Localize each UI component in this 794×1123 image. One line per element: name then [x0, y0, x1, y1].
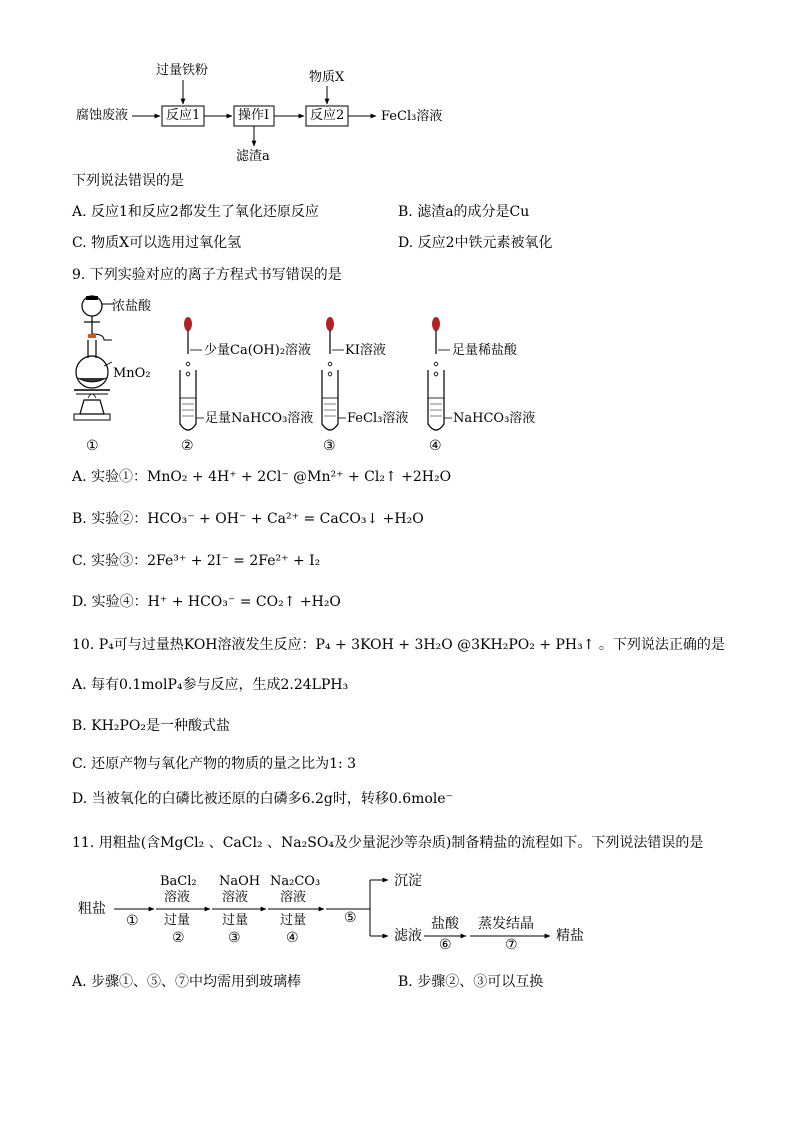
q10-stem: 10. P₄可与过量热KOH溶液发生反应：P₄ + 3KOH + 3H₂O @3KH₂PO₂ + PH₃↑ 。下列说法正确的是: [72, 637, 725, 653]
apparatus-number-3: ③: [323, 438, 336, 454]
flow2-naoh-solution: 溶液: [222, 890, 249, 905]
flow1-reagent-iron: 过量铁粉: [156, 63, 209, 78]
q9-option-a-equation: MnO₂ + 4H⁺ + 2Cl⁻ @Mn²⁺ + Cl₂↑ +2H₂O: [147, 469, 452, 485]
q9-option-b-label: B. 实验②：: [72, 511, 148, 527]
q9-option-d: [72, 593, 341, 611]
apparatus-number-4: ④: [429, 438, 442, 454]
tube-2-drawing: [180, 317, 204, 430]
q9-stem: 9. 下列实验对应的离子方程式书写错误的是: [72, 267, 342, 283]
q9-option-a-label: A. 实验①：: [72, 469, 148, 485]
flow2-na2co3-excess: 过量: [280, 913, 307, 928]
flow1-box-reaction1: 反应1: [166, 108, 201, 123]
q9-option-b-equation: HCO₃⁻ + OH⁻ + Ca²⁺ = CaCO₃↓ +H₂O: [147, 511, 424, 527]
tube3-label-bottom: FeCl₃溶液: [347, 411, 409, 426]
q11-option-a: A. 步骤①、⑤、⑦中均需用到玻璃棒: [72, 974, 302, 990]
q9-option-c-label: C. 实验③：: [72, 553, 148, 569]
q11-option-b: B. 步骤②、③可以互换: [398, 974, 544, 990]
flow2-step7: ⑦: [505, 937, 518, 953]
flow2-crude-salt: 粗盐: [78, 901, 106, 917]
tube4-label-bottom: NaHCO₃溶液: [453, 411, 536, 426]
flow1-residue: 滤渣a: [236, 149, 270, 164]
flow-diagram-1: [0, 0, 794, 170]
flow1-reagent-x: 物质X: [309, 70, 345, 85]
tube2-label-top: 少量Ca(OH)₂溶液: [204, 343, 312, 358]
apparatus1-label-hcl: 浓盐酸: [112, 299, 152, 314]
q11-stem: 11. 用粗盐(含MgCl₂ 、CaCl₂ 、Na₂SO₄及少量泥沙等杂质)制备精盐的流程如下。下列说法错误的是: [72, 835, 704, 851]
flow2-step6: ⑥: [439, 937, 452, 953]
q8-option-c: C. 物质X可以选用过氧化氢: [72, 235, 242, 251]
tube2-label-bottom: 足量NaHCO₃溶液: [205, 411, 314, 426]
flow2-step3: ③: [228, 930, 241, 946]
flow2-naoh-excess: 过量: [222, 913, 249, 928]
apparatus1-label-mno2: MnO₂: [113, 366, 151, 381]
flow1-box-reaction2: 反应2: [310, 108, 345, 123]
flow2-precipitate: 沉淀: [394, 873, 422, 889]
apparatus-number-1: ①: [86, 438, 99, 454]
apparatus-number-2: ②: [181, 438, 194, 454]
q10-option-d: D. 当被氧化的白磷比被还原的白磷多6.2g时，转移0.6mole⁻: [72, 791, 453, 807]
flow2-refined-salt: 精盐: [556, 928, 584, 944]
flow2-naoh: NaOH: [219, 874, 261, 889]
q8-option-a: A. 反应1和反应2都发生了氧化还原反应: [72, 204, 319, 220]
flow1-box-operation1: 操作I: [238, 108, 270, 123]
tube-3-drawing: [322, 317, 346, 430]
q9-option-a: [72, 468, 451, 486]
flow1-start: 腐蚀废液: [76, 108, 129, 123]
flow2-step2: ②: [172, 930, 185, 946]
flow2-bacl2-solution: 溶液: [164, 890, 191, 905]
q8-option-b: B. 滤渣a的成分是Cu: [398, 204, 530, 220]
q8-option-d: D. 反应2中铁元素被氧化: [398, 235, 553, 251]
q10-option-a: A. 每有0.1molP₄参与反应，生成2.24LPH₃: [72, 677, 349, 693]
apparatus-1-drawing: [74, 296, 114, 420]
tube4-label-top: 足量稀盐酸: [452, 343, 518, 358]
q10-option-c: C. 还原产物与氧化产物的物质的量之比为1: 3: [72, 756, 357, 772]
tube-4-drawing: [428, 317, 452, 430]
flow2-bacl2: BaCl₂: [160, 874, 197, 889]
q9-option-d-equation: H⁺ + HCO₃⁻ = CO₂↑ +H₂O: [147, 594, 341, 610]
q9-option-c: [72, 552, 320, 570]
flow2-filtrate: 滤液: [394, 928, 422, 944]
q10-option-b: B. KH₂PO₂是一种酸式盐: [72, 718, 230, 734]
q9-option-d-label: D. 实验④：: [72, 594, 148, 610]
flow1-end: FeCl₃溶液: [381, 109, 443, 124]
flow2-na2co3-solution: 溶液: [280, 890, 307, 905]
flow2-step4: ④: [286, 930, 299, 946]
q8-stem: 下列说法错误的是: [72, 173, 184, 189]
flow2-step1: ①: [126, 913, 139, 929]
tube3-label-top: KI溶液: [345, 343, 386, 358]
flow2-hcl: 盐酸: [431, 916, 459, 932]
flow2-na2co3: Na₂CO₃: [270, 874, 321, 889]
q9-option-b: [72, 510, 424, 528]
flow2-bacl2-excess: 过量: [164, 913, 191, 928]
flow2-evaporate: 蒸发结晶: [478, 916, 534, 932]
q9-option-c-equation: 2Fe³⁺ + 2I⁻ = 2Fe²⁺ + I₂: [147, 553, 321, 569]
flow2-step5: ⑤: [344, 910, 357, 926]
